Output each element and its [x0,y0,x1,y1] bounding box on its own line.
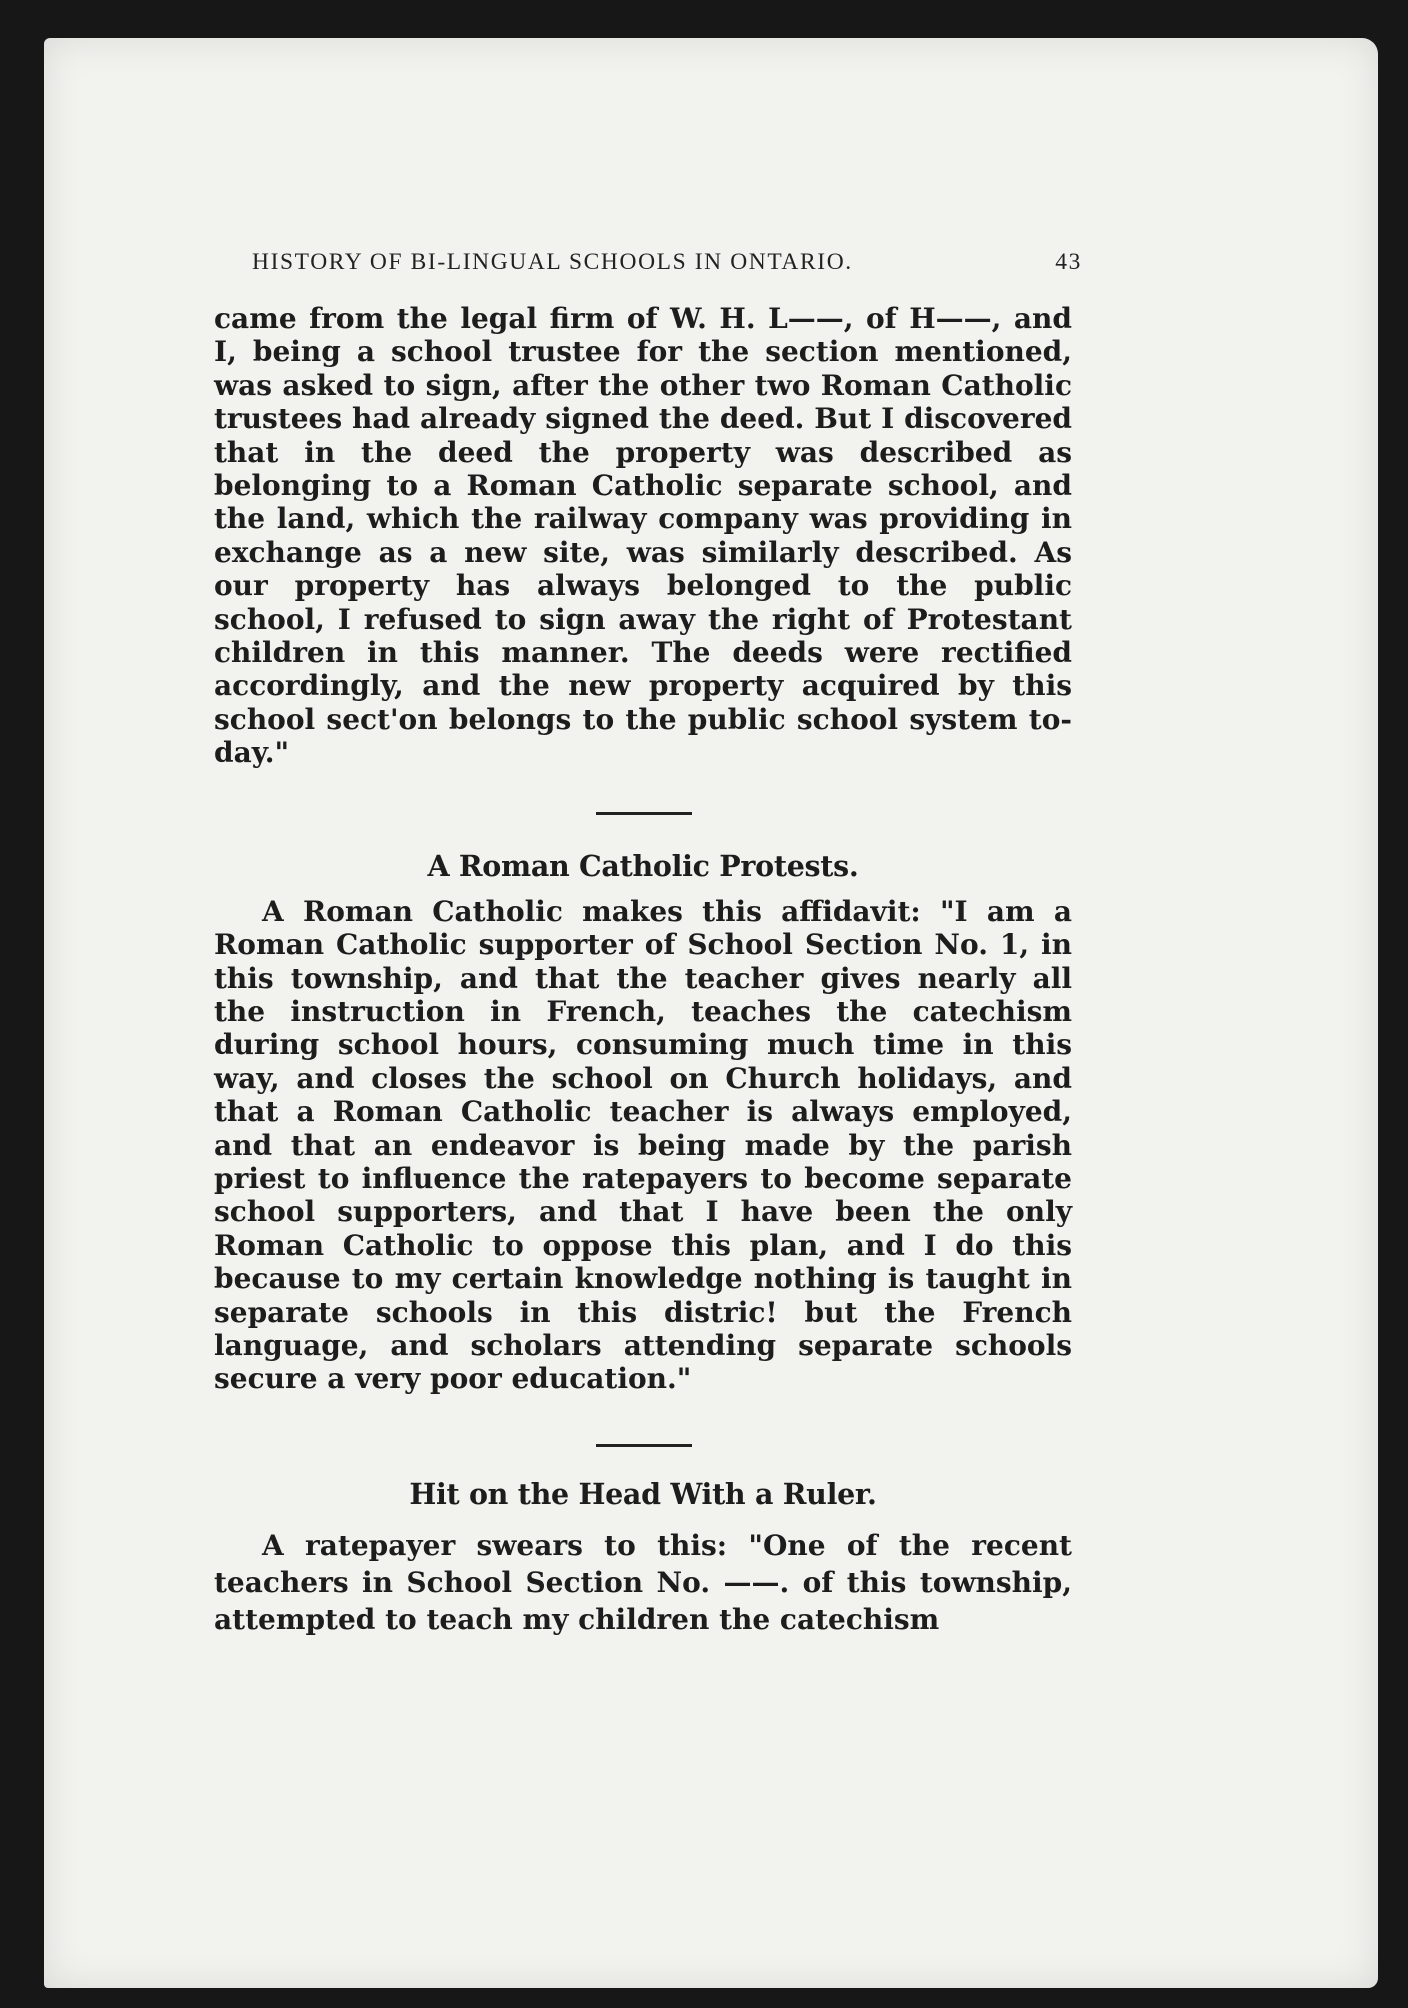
book-page [44,38,1378,1988]
running-head-title: HISTORY OF BI-LINGUAL SCHOOLS IN ONTARIO. [252,249,853,275]
page-number: 43 [1055,249,1082,275]
running-head [252,244,1082,280]
section-heading-roman-catholic-protests: A Roman Catholic Protests. [427,848,859,883]
paragraph-ratepayer: A ratepayer swears to this: "One of the recent teachers in School Section No. ——. of this township, attempted to teach my children the catechism [214,1528,1072,1636]
section-divider [596,812,692,815]
section-heading-hit-on-head: Hit on the Head With a Ruler. [409,1476,877,1511]
page-content [214,244,1114,1638]
section-divider [596,1444,692,1447]
paragraph-affidavit: A Roman Catholic makes this affidavit: "I am a Roman Catholic supporter of School Section No. 1, in this township, and that the teacher gives nearly all the instruction in French, teaches the catechism during school hours, consuming much time in this way, and closes the school on Church holidays, and that a Roman Catholic teacher is always employed, and that an endeavor is being made by the parish priest to influence the ratepayers to become separate school supporters, and that I have been the only Roman Catholic to oppose this plan, and I do this because to my certain knowledge nothing is taught in separate schools in this distric! but the French language, and scholars attending separate schools secure a very poor education." [214,894,1072,1396]
paragraph-continued: came from the legal firm of W. H. L——, of H——, and I, being a school trustee for the section mentioned, was asked to sign, after the other two Roman Catholic trustees had already signed the deed. But I discovered that in the deed the property was described as belonging to a Roman Catholic separate school, and the land, which the railway company was providing in exchange as a new site, was similarly described. As our property has always belonged to the public school, I refused to sign away the right of Protestant children in this manner. The deeds were rectified accordingly, and the new property acquired by this school sect'on belongs to the public school system to-day." [214,302,1072,770]
